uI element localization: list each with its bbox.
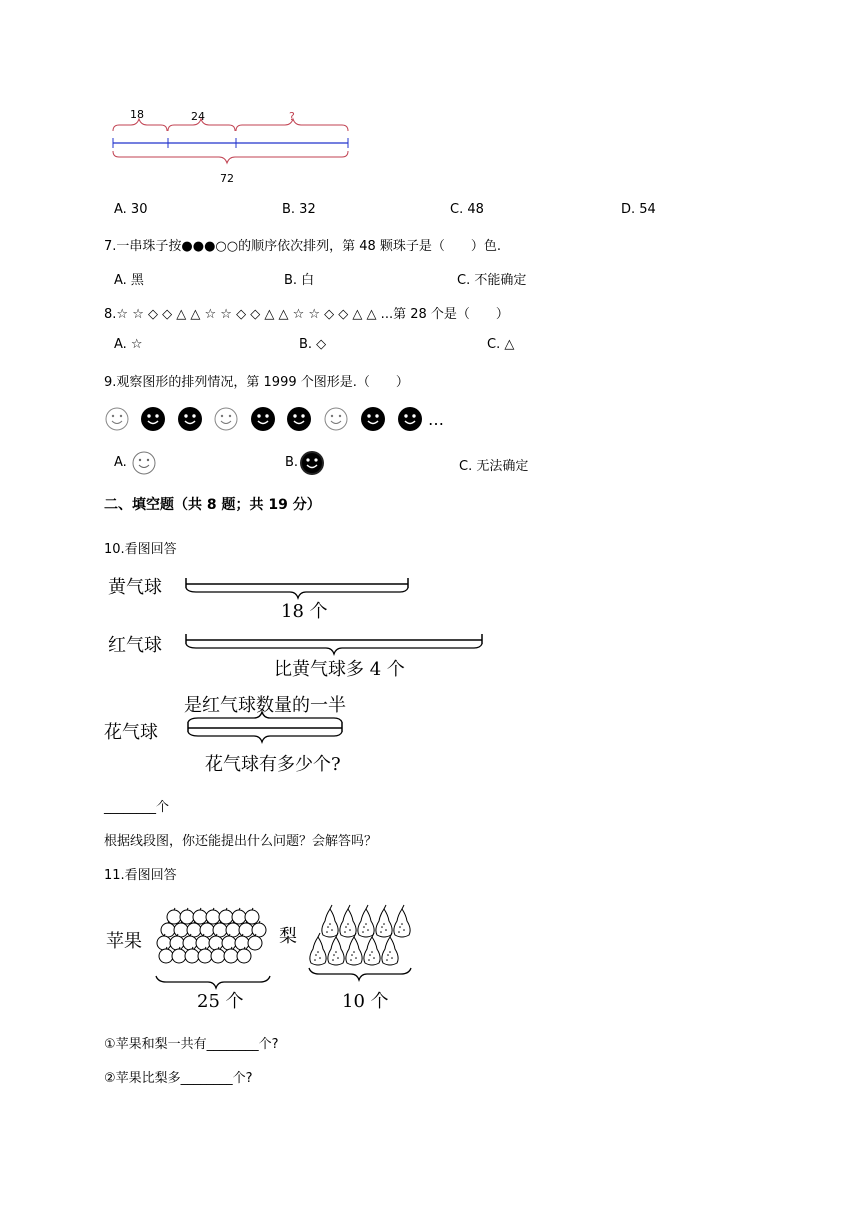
q7-option-c[interactable]: C. 不能确定 (457, 273, 527, 288)
red-balloon-desc: 比黄气球多 4 个 (274, 659, 405, 680)
apple-icons (154, 907, 272, 971)
pear-cluster (306, 903, 416, 971)
flower-balloon-question: 花气球有多少个? (205, 754, 341, 775)
dark-smiley-icon (250, 406, 276, 432)
pear-count: 10 个 (342, 991, 389, 1012)
segment-label-18: 18 (130, 108, 144, 121)
apple-label: 苹果 (106, 931, 142, 952)
yellow-balloon-count: 18 个 (281, 601, 328, 622)
segment-label-unknown: ? (289, 110, 295, 123)
q7-option-b[interactable]: B. 白 (284, 273, 315, 288)
q10-answer-blank[interactable]: ________个 (104, 800, 170, 815)
pear-label: 梨 (279, 926, 297, 947)
apple-count: 25 个 (197, 991, 244, 1012)
light-smiley-icon (131, 450, 157, 476)
yellow-balloon-label: 黄气球 (108, 577, 162, 598)
segment-label-24: 24 (191, 110, 205, 123)
flower-balloon-label: 花气球 (104, 722, 158, 743)
q8-text: 8.☆ ☆ ◇ ◇ △ △ ☆ ☆ ◇ ◇ △ △ ☆ ☆ ◇ ◇ △ △ ...第 28 个是（ ） (104, 307, 509, 322)
q9-option-c[interactable]: C. 无法确定 (459, 459, 529, 474)
light-smiley-icon (213, 406, 239, 432)
q8-option-a[interactable]: A. ☆ (114, 337, 143, 352)
apple-cluster (154, 907, 272, 971)
flower-segment (184, 712, 364, 752)
dark-smiley-icon (397, 406, 423, 432)
q8-option-c[interactable]: C. △ (487, 337, 515, 352)
dark-smiley-icon (286, 406, 312, 432)
q6-option-d[interactable]: D. 54 (621, 202, 656, 217)
q11-sub2: ②苹果比梨多________个? (104, 1071, 253, 1086)
q7-option-a[interactable]: A. 黑 (114, 273, 144, 288)
q6-option-c[interactable]: C. 48 (450, 202, 484, 217)
q10-followup: 根据线段图，你还能提出什么问题？会解答吗？ (104, 834, 378, 849)
dark-smiley-icon (360, 406, 386, 432)
q6-option-a[interactable]: A. 30 (114, 202, 148, 217)
red-balloon-label: 红气球 (108, 635, 162, 656)
q7-text: 7.一串珠子按●●●○○的顺序依次排列，第 48 颗珠子是（ ）色. (104, 239, 502, 254)
dark-smiley-icon (140, 406, 166, 432)
q6-option-b[interactable]: B. 32 (282, 202, 316, 217)
light-smiley-icon (104, 406, 130, 432)
q10-text: 10.看图回答 (104, 542, 177, 557)
q9-face-sequence (104, 406, 464, 434)
section-title: 二、填空题（共 8 题；共 19 分） (104, 497, 321, 513)
dark-smiley-icon (299, 450, 325, 476)
flower-balloon-relation: 是红气球数量的一半 (184, 695, 346, 716)
dark-smiley-icon (177, 406, 203, 432)
pear-icons (306, 903, 416, 971)
segment-label-total: 72 (220, 172, 234, 185)
q9-option-b[interactable]: B. (285, 455, 299, 470)
q9-text: 9.观察图形的排列情况，第 1999 个图形是.（ ） (104, 375, 409, 390)
light-smiley-icon (323, 406, 349, 432)
q11-sub1: ①苹果和梨一共有________个? (104, 1037, 279, 1052)
q9-option-a[interactable]: A. (114, 455, 127, 470)
q11-text: 11.看图回答 (104, 868, 177, 883)
q9-ellipsis: … (428, 410, 444, 429)
pear-brace (305, 966, 417, 986)
q8-option-b[interactable]: B. ◇ (299, 337, 327, 352)
segment-diagram (105, 105, 365, 185)
